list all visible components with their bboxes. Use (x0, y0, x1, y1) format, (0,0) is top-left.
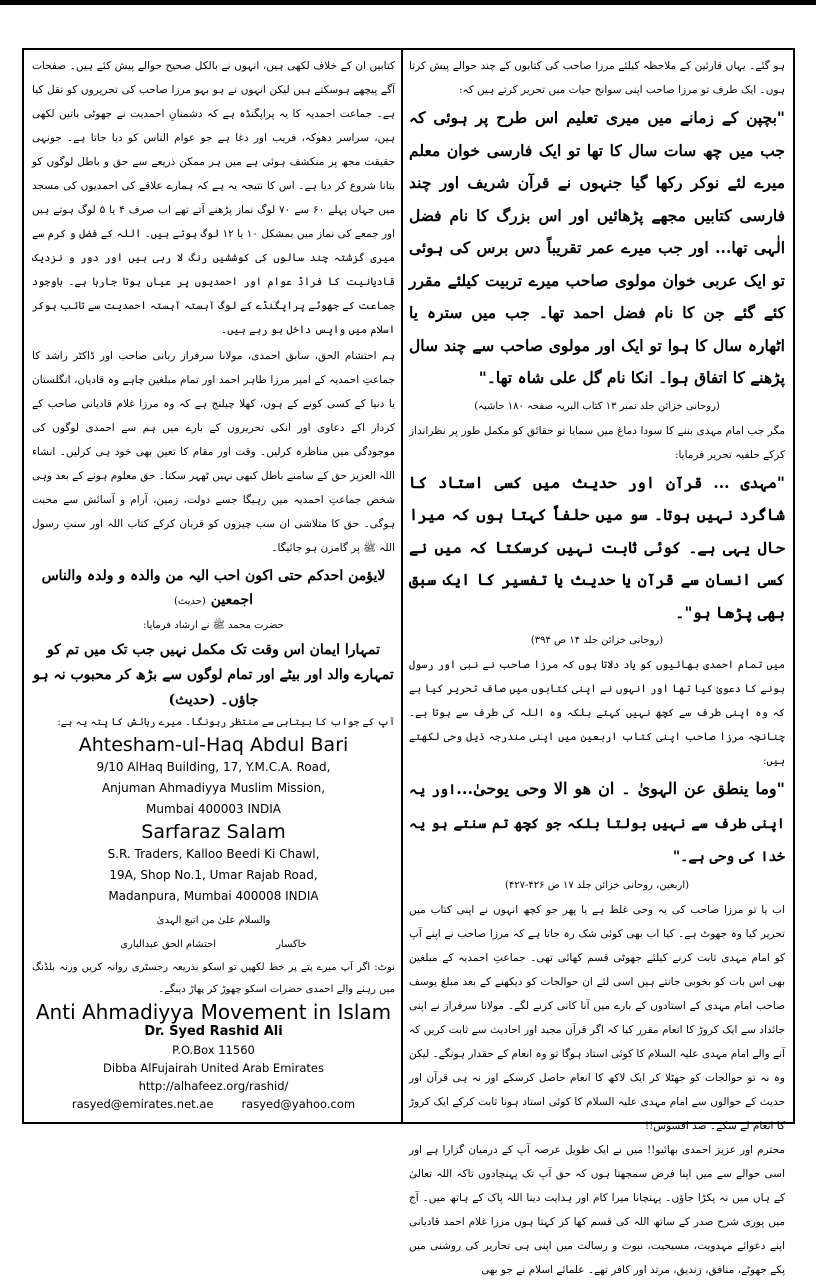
hadith-arabic: لایؤمن احدکم حتی اکون احب الیہ من والدہ و ولدہ والناس اجمعین (حدیث) (41, 568, 386, 608)
reply-intro: آپ کے جواب کا بیتابی سے منتظر رہونگا۔ میرے رہائش کا پتہ یہ ہے: (57, 717, 395, 728)
contact-block-2 (32, 820, 395, 907)
email-link[interactable]: rasyed@yahoo.com (241, 1097, 356, 1111)
address-line: S.R. Traders, Kalloo Beedi Ki Chawl, (107, 847, 320, 861)
intro-paragraph: کتابیں ان کے خلاف لکھی ہیں، انہوں نے بالکل صحیح حوالے پیش کئے ہیں۔ صفحات آگے پیچھے ہوسکتے ہیں لیکن انہوں نے ہو بہو مرزا صاحب کی تحریروں کو نقل کیا ہے۔ جماعت احمدیہ کا یہ پراپگنڈہ ہے کہ دشمنانِ احمدیت نے جھوٹی باتیں لکھی ہیں، سراسر دھوکہ، فریب اور دغا ہے جو عوام الناس کو دیا جاتا ہے۔ جونہی حقیقت مجھ پر منکشف ہوئی ہے میں ہر ممکن ذریعے سے حق و باطل لوگوں کو بتانا شروع کر دیا ہے۔ اس کا نتیجہ یہ ہے کہ ہمارے علاقے کی احمدیوں کی مسجد میں جہاں پہلے ۶۰ سے ۷۰ لوگ نماز پڑھنے آتے تھے اب صرف ۴ یا ۵ لوگ ہوتے ہیں اور جمعے کی نماز میں بمشکل ۱۰ یا ۱۲ لوگ ہوتے ہیں۔ اللہ کے فضل و کرم سے میری گزشتہ چند سالوں کی کوششیں رنگ لا رہی ہیں اور دور و نزدیک قادیانیت کا فراڈ عوام اور احمدیوں پر عیاں ہوتا جارہا ہے۔ باوجود جماعت کے جھوٹے پراپگنڈے کے لوگ آہستہ آہستہ احمدیت سے تائب ہوکر اسلام میں واپس داخل ہو رہے ہیں۔ (32, 60, 396, 336)
salutation: والسلام علیٰ من اتبع الہدیٰ (156, 915, 271, 926)
signature (32, 933, 395, 957)
contact-name: Ahtesham-ul-Haq Abdul Bari (78, 734, 349, 756)
reference-3: (اربعین، روحانی خزائن جلد ۱۷ ص ۴۲۶-۴۲۷) (504, 879, 690, 891)
challenge-paragraph: ہم احتشام الحق، سابق احمدی، مولانا سرفراز ربانی صاحب اور ڈاکٹر راشد کا جماعتِ احمدیہ کے امیر مرزا طاہر احمد اور تمام مبلغین چاہے وہ قادیان، انگلستان یا دنیا کے کسی کونے کے ہوں، کھلا چیلنج ہے کہ وہ مرزا غلام قادیانی صاحب کے کردار اکے دعاوی اور انکی تحریروں کے بارے میں ہم سے احمدی لوگوں کی موجودگی میں مناظرہ کرلیں۔ وقت اور مقام کا تعین بھی خود ہی کرلیں۔ انشاء اللہ العزیز حق کے سامنے باطل کبھی نہیں ٹھہر سکتا۔ حق معلوم ہونے کے بعد وہی شخص جماعتِ احمدیہ میں رہیگا جسے دولت، زمین، آرام و آسائش سے محبت ہوگی۔ حق کا متلاشی ان سب چیزوں کو قربان کرکے کتاب اللہ اور سنتِ رسول اللہ ﷺ پر گامزن ہو جائیگا۔ (32, 350, 395, 554)
organization-person: Dr. Syed Rashid Ali (144, 1024, 283, 1039)
left-column (22, 48, 401, 1124)
note: نوٹ: اگر آپ میرے پتے پر خط لکھیں تو اسکو بذریعہ رجسٹری روانہ کریں ورنہ بلڈنگ میں رہنے والے احمدی حضرات اسکو چھوڑ کر پھاڑ دیںگے۔ (32, 962, 395, 995)
emails (32, 1095, 395, 1113)
location: Dibba AlFujairah United Arab Emirates (103, 1061, 324, 1075)
po-box: P.O.Box 11560 (172, 1043, 255, 1057)
address-line: Madanpura, Mumbai 400008 INDIA (108, 889, 319, 903)
conclusion-paragraph: اب یا تو مرزا صاحب کی یہ وحی غلط ہے یا پھر جو کچھ انہوں نے اپنی کتاب میں تحریر کیا وہ جھوٹ ہے۔ کیا اب بھی کوئی شک رہ جاتا ہے کہ مرزا صاحب نے اپنے آپ کو امام مہدی ثابت کرنے کیلئے جھوٹی قسم کھائی تھی۔ جماعتِ احمدیہ کے مبلغین بھی اس بات کو بخوبی جانتے ہیں اسی لئے ان حوالجات کو دیکھنے کے بعد مبلغ یوسف صاحب امام مہدی کے استادوں کے بارے میں آنا کانی کرنے لگے۔ مولانا سرفراز نے اپنی جائداد سے ایک کروڑ کا انعام مقرر کیا کہ اگر قرآن مجید اور احادیث سے ثابت کریں کہ آنے والے امام مہدی علیہ السلام کا کوئی استاد ہوگا تو وہ انعام کے حقدار ہونگے۔ لیکن وہ نہ تو حوالجات کو جھٹلا کر ایک لاکھ کا انعام حاصل کرسکے اور نہ ہی قرآن اور حدیث کے حوالوں سے امام مہدی علیہ السلام کا کوئی استاد ہونا ثابت کرکے ایک کروڑ کا انعام لے سکے۔ صد افسوس!! (408, 903, 785, 1132)
signoff-name: احتشام الحق عبدالباری (120, 939, 217, 950)
signoff-label: خاکسار (276, 939, 307, 950)
contact-block-1 (32, 733, 395, 820)
address-line: Mumbai 400003 INDIA (146, 802, 281, 816)
website-link[interactable]: http://alhafeez.org/rashid/ (138, 1079, 289, 1093)
hadith-translation: تمہارا ایمان اس وقت تک مکمل نہیں جب تک میں تم کو تمہارے والد اور بیٹے اور تمام لوگوں سے بڑھ کر محبوب نہ ہو جاؤں۔ (حدیث) (33, 642, 394, 708)
quote-wahi: "وما ینطق عن الہویٰ ۔ ان ھو الا وحی یوحیٰ...اور یہ اپنی طرف سے نہیں بولتا بلکہ جو کچھ تم سنتے ہو یہ خدا کی وحی ہے۔" (409, 779, 785, 865)
reminder-paragraph: میں تمام احمدی بھائیوں کو یاد دلاتا ہوں کہ مرزا صاحب نے نبی اور رسول ہونے کا دعویٰ کیا تھا اور انہوں نے اپنی کتابوں میں صاف تحریر کیا ہے کہ وہ اپنی طرف سے کچھ نہیں کہتے بلکہ وہ اللہ کی طرف سے ہوتا ہے۔ چنانچہ مرزا صاحب اپنی کتاب اربعین میں اپنی مندرجہ ذیل وحی لکھتے ہیں: (409, 659, 785, 767)
document-page (22, 48, 795, 1276)
hadith-intro: حضرت محمد ﷺ نے ارشاد فرمایا: (143, 620, 284, 631)
contact-name: Sarfaraz Salam (141, 821, 286, 843)
address-line: 19A, Shop No.1, Umar Rajab Road, (109, 868, 318, 882)
reference-1: (روحانی خزائن جلد نمبر ۱۳ کتاب البریہ صفحہ ۱۸۰ حاشیہ) (474, 400, 720, 412)
transition-text: مگر جب امام مہدی بننے کا سودا دماغ میں سمایا تو حقائق کو مکمل طور پر نظرانداز کرکے حلفیہ تحریر فرمایا: (409, 424, 785, 461)
quote-biography: "بچپن کے زمانے میں میری تعلیم اس طرح پر ہوئی کہ جب میں چھ سات سال کا تھا تو ایک فارسی خوان معلم میرے لئے نوکر رکھا گیا جنہوں نے قرآن شریف اور چند فارسی کتابیں مجھے پڑھائیں اور اس بزرگ کا نام فضل الٰہی تھا... اور جب میرے عمر تقریباً دس برس کی ہوئی تو ایک عربی خوان مولوی صاحب میرے تربیت کیلئے مقرر کئے گئے جن کا نام فضل احمد تھا۔ جب میں سترہ یا اٹھارہ سال کا ہوا تو ایک اور مولوی صاحب سے چند سال پڑھنے کا اتفاق ہوا۔ انکا نام گل علی شاہ تھا۔" (409, 108, 785, 387)
right-column (403, 48, 795, 1276)
reference-2: (روحانی خزائن جلد ۱۴ ص ۳۹۴) (530, 635, 664, 646)
email-link[interactable]: rasyed@emirates.net.ae (71, 1097, 214, 1111)
address-line: Anjuman Ahmadiyya Muslim Mission, (101, 781, 326, 795)
quote-mahdi: "مہدی ... قرآن اور حدیث میں کسی استاد کا شاگرد نہیں ہوتا۔ سو میں حلفاً کہتا ہوں کہ میرا حال یہی ہے۔ کوئی ثابت نہیں کرسکتا کہ میں نے کسی انسان سے قرآن یا حدیث یا تفسیر کا ایک سبق بھی پڑھا ہو"۔ (409, 472, 785, 622)
organization-title: Anti Ahmadiyya Movement in Islam (35, 1000, 392, 1024)
top-border (0, 0, 816, 5)
address-line: 9/10 AlHaq Building, 17, Y.M.C.A. Road, (96, 760, 331, 774)
organization-block (32, 1001, 395, 1113)
right-intro: ہو گئے۔ یہاں قارئین کے ملاحظہ کیلئے مرزا صاحب کی کتابوں کے چند حوالے پیش کرتا ہوں۔ ایک طرف تو مرزا صاحب اپنی سوانح حیات میں تحریر کرتے ہیں کہ: (409, 60, 785, 96)
appeal-paragraph: محترم اور عزیز احمدی بھائیو!! میں نے ایک طویل عرصہ آپ کے درمیان گزارا ہے اور اسی حوالے سے میں اپنا فرض سمجھتا ہوں کہ حق آپ تک پہنچادوں تاکہ اللہ تعالیٰ کے ہاں میں نہ پکڑا جاؤں۔ پہنچانا میرا کام اور ہدایت دینا اللہ پاک کے ہاتھ میں۔ آج میں پوری شرح صدر کے ساتھ اللہ کی قسم کھا کر کہتا ہوں مرزا غلام احمد قادیانی اپنے دعوائے مہدویت، مسیحیت، نبوت و رسالت میں اپنی ہی تحاریر کی روشنی میں پکے جھوٹے، منافق، زندیق، مرتد اور کافر تھے۔ علمائے اسلام نے جو بھی (409, 1143, 785, 1276)
